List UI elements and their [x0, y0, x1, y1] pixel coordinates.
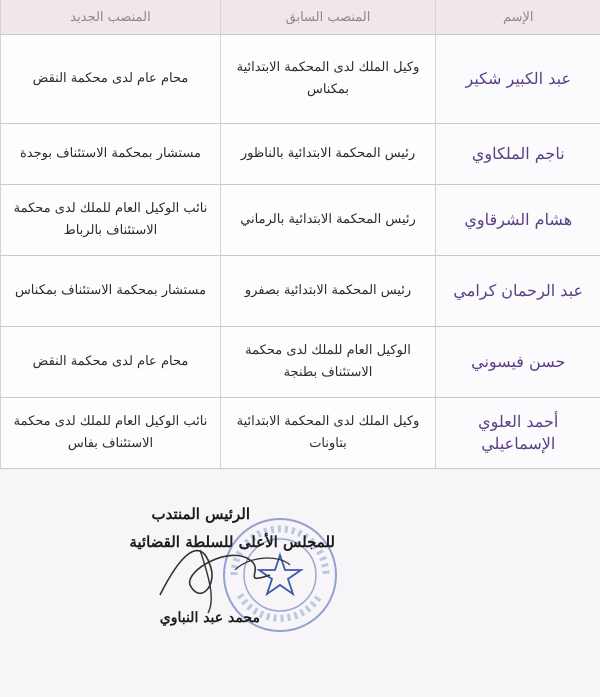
previous-position: الوكيل العام للملك لدى محكمة الاستئناف بطنجة	[221, 327, 436, 398]
new-position: نائب الوكيل العام للملك لدى محكمة الاستئناف بالرباط	[1, 185, 221, 256]
table-row	[1, 185, 600, 256]
table-row	[1, 398, 600, 469]
new-position: مستشار بمحكمة الاستئناف بمكناس	[1, 256, 221, 327]
table-header-row	[1, 0, 600, 35]
new-position: نائب الوكيل العام للملك لدى محكمة الاستئناف بفاس	[1, 398, 221, 469]
person-name: عبد الرحمان كرامي	[436, 256, 600, 327]
table-row	[1, 35, 600, 124]
previous-position: رئيس المحكمة الابتدائية بالناظور	[221, 124, 436, 185]
new-position: مستشار بمحكمة الاستئناف بوجدة	[1, 124, 221, 185]
new-position: محام عام لدى محكمة النقض	[1, 35, 221, 124]
person-name: حسن فيسوني	[436, 327, 600, 398]
handwritten-signature	[140, 525, 300, 615]
header-previous-position: المنصب السابق	[221, 0, 436, 35]
signatory-name: محمد عبد النباوي	[159, 610, 260, 626]
previous-position: رئيس المحكمة الابتدائية بالرماني	[221, 185, 436, 256]
signatory-title: الرئيس المنتدب	[151, 505, 250, 523]
table-row	[1, 256, 600, 327]
person-name: أحمد العلوي الإسماعيلي	[436, 398, 600, 469]
previous-position: وكيل الملك لدى المحكمة الابتدائية بتاونات	[221, 398, 436, 469]
new-position: محام عام لدى محكمة النقض	[1, 327, 221, 398]
previous-position: وكيل الملك لدى المحكمة الابتدائية بمكناس	[221, 35, 436, 124]
table-row	[1, 124, 600, 185]
person-name: ناجم الملكاوي	[436, 124, 600, 185]
signature-block	[80, 505, 380, 655]
header-new-position: المنصب الجديد	[1, 0, 221, 35]
previous-position: رئيس المحكمة الابتدائية بصفرو	[221, 256, 436, 327]
person-name: هشام الشرقاوي	[436, 185, 600, 256]
signatory-council: للمجلس الأعلى للسلطة القضائية	[129, 533, 335, 551]
table-row	[1, 327, 600, 398]
header-name: الإسم	[436, 0, 600, 35]
person-name: عبد الكبير شكير	[436, 35, 600, 124]
